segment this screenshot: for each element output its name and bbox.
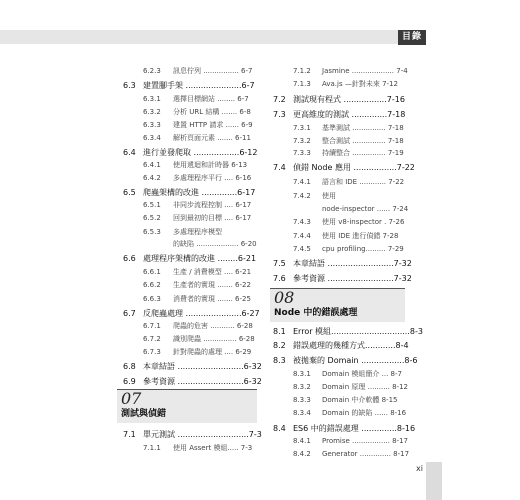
chapter-heading [270,288,405,322]
entry-title: 進行並發爬取 ..................6-12 [143,148,258,157]
entry-number: 6.7.3 [143,348,161,356]
entry-title: 選擇目標網站 ........ 6-7 [173,95,249,103]
entry-title: 多處理程序模型 [173,228,222,236]
entry-number: 6.7.2 [143,335,161,343]
entry-number: 6.3.1 [143,95,161,103]
entry-number: 6.7.1 [143,322,161,330]
page-number: xi [416,464,423,473]
entry-title: 使用 [322,192,336,200]
entry-title: Error 模組...............................8-3 [293,327,423,336]
entry-number: 7.4.2 [293,192,311,200]
entry-title: 持續整合 ............... 7-19 [322,149,404,157]
entry-title: Ava.js —針對未來 7-12 [322,80,398,88]
entry-number: 8.3.4 [293,409,311,417]
entry-title: 爬蟲架構的改進 ..............6-17 [143,188,256,197]
entry-title: 測試現有程式 .................7-16 [293,95,405,104]
entry-number: 7.1.3 [293,80,311,88]
entry-number: 6.8 [123,362,136,371]
entry-title: 使用遞迴和計時器 6-13 [173,161,248,169]
section-tab: 目錄 [398,30,426,45]
entry-title: 錯誤處理的幾種方式............8-4 [293,341,409,350]
entry-title: 參考資源 ..........................7-32 [293,274,412,283]
entry-number: 6.4.2 [143,174,161,182]
entry-number: 7.6 [273,274,286,283]
entry-title: 處理程序架構的改進 ........6-21 [143,254,257,263]
entry-number: 8.3.3 [293,396,311,404]
entry-title: 多處理程序平行 .... 6-16 [173,174,252,182]
entry-title: 爬蟲的危害 ........... 6-28 [173,322,253,330]
entry-number: 6.6.3 [143,295,161,303]
entry-number: 6.7 [123,309,136,318]
chapter-title: 測試與偵錯 [121,409,167,419]
entry-number: 7.3 [273,110,286,119]
entry-title: 語言和 IDE ............ 7-22 [322,178,405,186]
entry-number: 6.3 [123,81,136,90]
entry-title: 使用 IDE 進行偵錯 7-28 [322,232,399,240]
entry-number: 6.9 [123,377,136,386]
entry-number: 7.4.3 [293,218,311,226]
entry-number: 7.3.2 [293,137,311,145]
chapter-number: 07 [121,389,142,408]
entry-title: 更高維度的測試 ..............7-18 [293,110,406,119]
entry-number: 7.4.5 [293,245,311,253]
header-bar [0,30,398,44]
entry-title: 本章結語 ..........................7-32 [293,259,412,268]
entry-title: 分析 URL 結構 ....... 6-8 [173,108,251,116]
entry-title: 被拋棄的 Domain .................8-6 [293,356,418,365]
entry-number: 7.3.3 [293,149,311,157]
entry-number: 6.5.1 [143,201,161,209]
entry-number: 8.4 [273,424,286,433]
entry-number: 6.4.1 [143,161,161,169]
entry-title: node-inspector ...... 7-24 [322,205,409,213]
entry-title: 消費者的實現 ....... 6-25 [173,295,251,303]
entry-title: Domain 中介軟體 8-15 [322,396,398,404]
entry-number: 6.6 [123,254,136,263]
entry-number: 7.3.1 [293,124,311,132]
chapter-heading [117,389,257,423]
entry-number: 6.3.3 [143,121,161,129]
entry-title: 的缺陷 ................... 6-20 [173,240,257,248]
entry-number: 8.1 [273,327,286,336]
entry-title: 本章結語 ..........................6-32 [143,362,262,371]
entry-number: 6.6.2 [143,281,161,289]
entry-title: 使用 Assert 模組..... 7-3 [173,444,253,452]
entry-number: 7.4 [273,163,286,172]
entry-title: 訊息佇列 ................ 6-7 [173,67,253,75]
entry-title: 基準測試 ............... 7-18 [322,124,404,132]
entry-number: 7.2 [273,95,286,104]
entry-number: 8.3.1 [293,370,311,378]
entry-title: 整合測試 ............... 7-18 [322,137,404,145]
entry-number: 6.3.2 [143,108,161,116]
entry-number: 6.5.2 [143,214,161,222]
entry-number: 6.5 [123,188,136,197]
entry-number: 6.4 [123,148,136,157]
entry-title: ES6 中的錯誤處理 ..............8-16 [293,424,416,433]
corner-marker [426,462,442,500]
entry-title: 識別爬蟲 ............... 6-28 [173,335,255,343]
entry-title: 回到最初的目標 .... 6-17 [173,214,252,222]
entry-title: 建置 HTTP 請求 ...... 6-9 [173,121,253,129]
entry-number: 6.6.1 [143,268,161,276]
chapter-number: 08 [274,288,295,307]
entry-title: 單元測試 ............................7-3 [143,430,262,439]
entry-number: 8.3 [273,356,286,365]
entry-number: 8.4.1 [293,437,311,445]
entry-title: 參考資源 ..........................6-32 [143,377,262,386]
entry-number: 7.4.1 [293,178,311,186]
chapter-title: Node 中的錯誤處理 [274,308,358,318]
entry-number: 7.4.4 [293,232,311,240]
entry-title: Jasmine ................... 7-4 [322,67,408,75]
entry-title: 解析頁面元素 ....... 6-11 [173,134,251,142]
entry-title: 生產者的實現 ....... 6-22 [173,281,251,289]
entry-title: Promise ................. 8-17 [322,437,408,445]
entry-title: Domain 模組簡介 ... 8-7 [322,370,402,378]
entry-number: 7.1.2 [293,67,311,75]
entry-number: 8.3.2 [293,383,311,391]
entry-title: 非同步流程控制 .... 6-17 [173,201,252,209]
entry-title: Domain 原理 .......... 8-12 [322,383,408,391]
entry-number: 8.4.2 [293,450,311,458]
entry-number: 6.2.3 [143,67,161,75]
entry-title: Domain 的缺陷 ...... 8-16 [322,409,407,417]
entry-number: 7.1.1 [143,444,161,452]
entry-number: 6.5.3 [143,228,161,236]
entry-number: 7.1 [123,430,136,439]
entry-title: 建置腳手架 ......................6-7 [143,81,255,90]
entry-number: 8.2 [273,341,286,350]
entry-number: 7.5 [273,259,286,268]
entry-title: 生產 / 消費模型 .... 6-21 [173,268,252,276]
entry-title: 針對爬蟲的處理 .... 6-29 [173,348,252,356]
entry-title: cpu profiling......... 7-29 [322,245,404,253]
entry-number: 6.3.4 [143,134,161,142]
entry-title: 使用 v8-inspector . 7-26 [322,218,405,226]
entry-title: Generator .............. 8-17 [322,450,410,458]
entry-title: 反爬蟲處理 ......................6-27 [143,309,260,318]
entry-title: 偵錯 Node 應用 .................7-22 [293,163,415,172]
